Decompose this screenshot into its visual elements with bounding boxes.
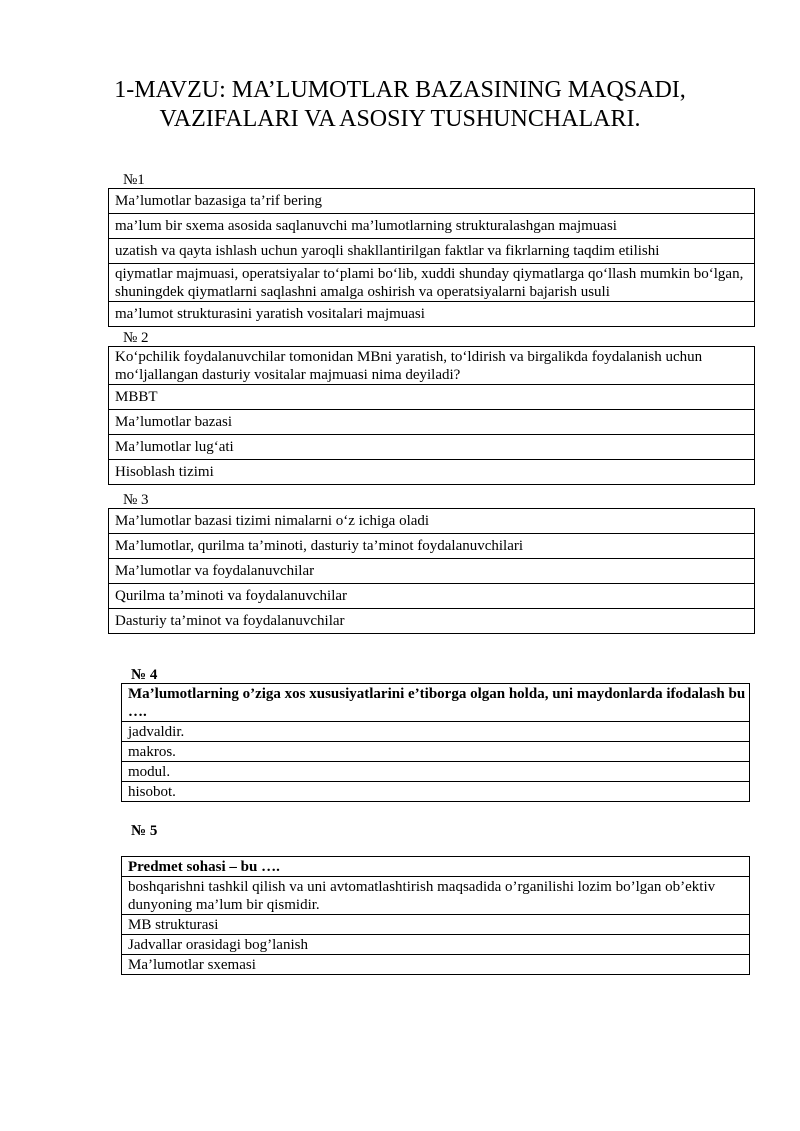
- answer-row[interactable]: [122, 955, 750, 975]
- answer-option[interactable]: Ma’lumotlar va foydalanuvchilar: [109, 559, 755, 584]
- answer-option[interactable]: MBBT: [109, 385, 755, 410]
- answer-row[interactable]: [109, 385, 755, 410]
- answer-row[interactable]: [109, 559, 755, 584]
- answer-option[interactable]: boshqarishni tashkil qilish va uni avtomatlashtirish maqsadida o’rganilishi lozim bo’lgan ob’ektiv dunyoning ma’lum bir qismidir.: [122, 877, 750, 915]
- question-number: № 4: [131, 667, 158, 683]
- answer-option[interactable]: ma’lum bir sxema asosida saqlanuvchi ma’lumotlarning strukturalashgan majmuasi: [109, 214, 755, 239]
- answer-option[interactable]: Jadvallar orasidagi bog’lanish: [122, 935, 750, 955]
- question-row: [109, 509, 755, 534]
- question-number: № 2: [123, 330, 149, 346]
- answer-option[interactable]: Ma’lumotlar lug‘ati: [109, 435, 755, 460]
- question-table: [121, 856, 750, 975]
- question-text: Ma’lumotlar bazasi tizimi nimalarni o‘z ichiga oladi: [109, 509, 755, 534]
- answer-row[interactable]: [122, 915, 750, 935]
- question-row: [109, 189, 755, 214]
- question-table: [108, 508, 755, 634]
- answer-option[interactable]: Dasturiy ta’minot va foydalanuvchilar: [109, 609, 755, 634]
- answer-option[interactable]: qiymatlar majmuasi, operatsiyalar to‘plami bo‘lib, xuddi shunday qiymatlarga qo‘llash mumkin bo‘lgan, shuningdek qiymatlarni saqlashni amalga oshirish va operatsiyalarni bajarish usuli: [109, 264, 755, 302]
- answer-option[interactable]: Ma’lumotlar bazasi: [109, 410, 755, 435]
- title-line-1: 1-MAVZU: MA’LUMOTLAR BAZASINING MAQSADI,: [114, 77, 686, 103]
- answer-row[interactable]: [122, 722, 750, 742]
- question-text: Ma’lumotlar bazasiga ta’rif bering: [109, 189, 755, 214]
- question-number: № 5: [131, 823, 158, 839]
- answer-option[interactable]: Qurilma ta’minoti va foydalanuvchilar: [109, 584, 755, 609]
- question-text: Ko‘pchilik foydalanuvchilar tomonidan MBni yaratish, to‘ldirish va birgalikda foydalanish uchun mo‘ljallangan dasturiy vositalar majmuasi nima deyiladi?: [109, 347, 755, 385]
- question-table: [108, 188, 755, 327]
- answer-row[interactable]: [109, 410, 755, 435]
- answer-option[interactable]: Hisoblash tizimi: [109, 460, 755, 485]
- answer-option[interactable]: hisobot.: [122, 782, 750, 802]
- question-text: Ma’lumotlarning o’ziga xos xususiyatlarini e’tiborga olgan holda, uni maydonlarda ifodalash bu ….: [122, 684, 750, 722]
- answer-option[interactable]: ma’lumot strukturasini yaratish vositalari majmuasi: [109, 302, 755, 327]
- answer-row[interactable]: [109, 460, 755, 485]
- answer-row[interactable]: [122, 782, 750, 802]
- answer-option[interactable]: Ma’lumotlar, qurilma ta’minoti, dasturiy ta’minot foydalanuvchilari: [109, 534, 755, 559]
- page-title: [60, 76, 740, 134]
- question-number: № 3: [123, 492, 149, 508]
- answer-option[interactable]: jadvaldir.: [122, 722, 750, 742]
- question-number: №1: [123, 172, 145, 188]
- answer-option[interactable]: MB strukturasi: [122, 915, 750, 935]
- answer-row[interactable]: [109, 302, 755, 327]
- question-row: [122, 857, 750, 877]
- answer-row[interactable]: [122, 762, 750, 782]
- answer-row[interactable]: [122, 742, 750, 762]
- question-row: [122, 684, 750, 722]
- answer-row[interactable]: [122, 935, 750, 955]
- answer-row[interactable]: [109, 534, 755, 559]
- question-table: [108, 346, 755, 485]
- question-text: Predmet sohasi – bu ….: [122, 857, 750, 877]
- answer-row[interactable]: [109, 435, 755, 460]
- answer-option[interactable]: modul.: [122, 762, 750, 782]
- answer-row[interactable]: [109, 214, 755, 239]
- title-line-2: VAZIFALARI VA ASOSIY TUSHUNCHALARI.: [159, 106, 641, 132]
- answer-row[interactable]: [109, 264, 755, 302]
- answer-option[interactable]: makros.: [122, 742, 750, 762]
- answer-row[interactable]: [109, 239, 755, 264]
- question-table: [121, 683, 750, 802]
- question-row: [109, 347, 755, 385]
- answer-row[interactable]: [109, 609, 755, 634]
- answer-row[interactable]: [122, 877, 750, 915]
- answer-row[interactable]: [109, 584, 755, 609]
- answer-option[interactable]: uzatish va qayta ishlash uchun yaroqli shakllantirilgan faktlar va fikrlarning taqdim etilishi: [109, 239, 755, 264]
- answer-option[interactable]: Ma’lumotlar sxemasi: [122, 955, 750, 975]
